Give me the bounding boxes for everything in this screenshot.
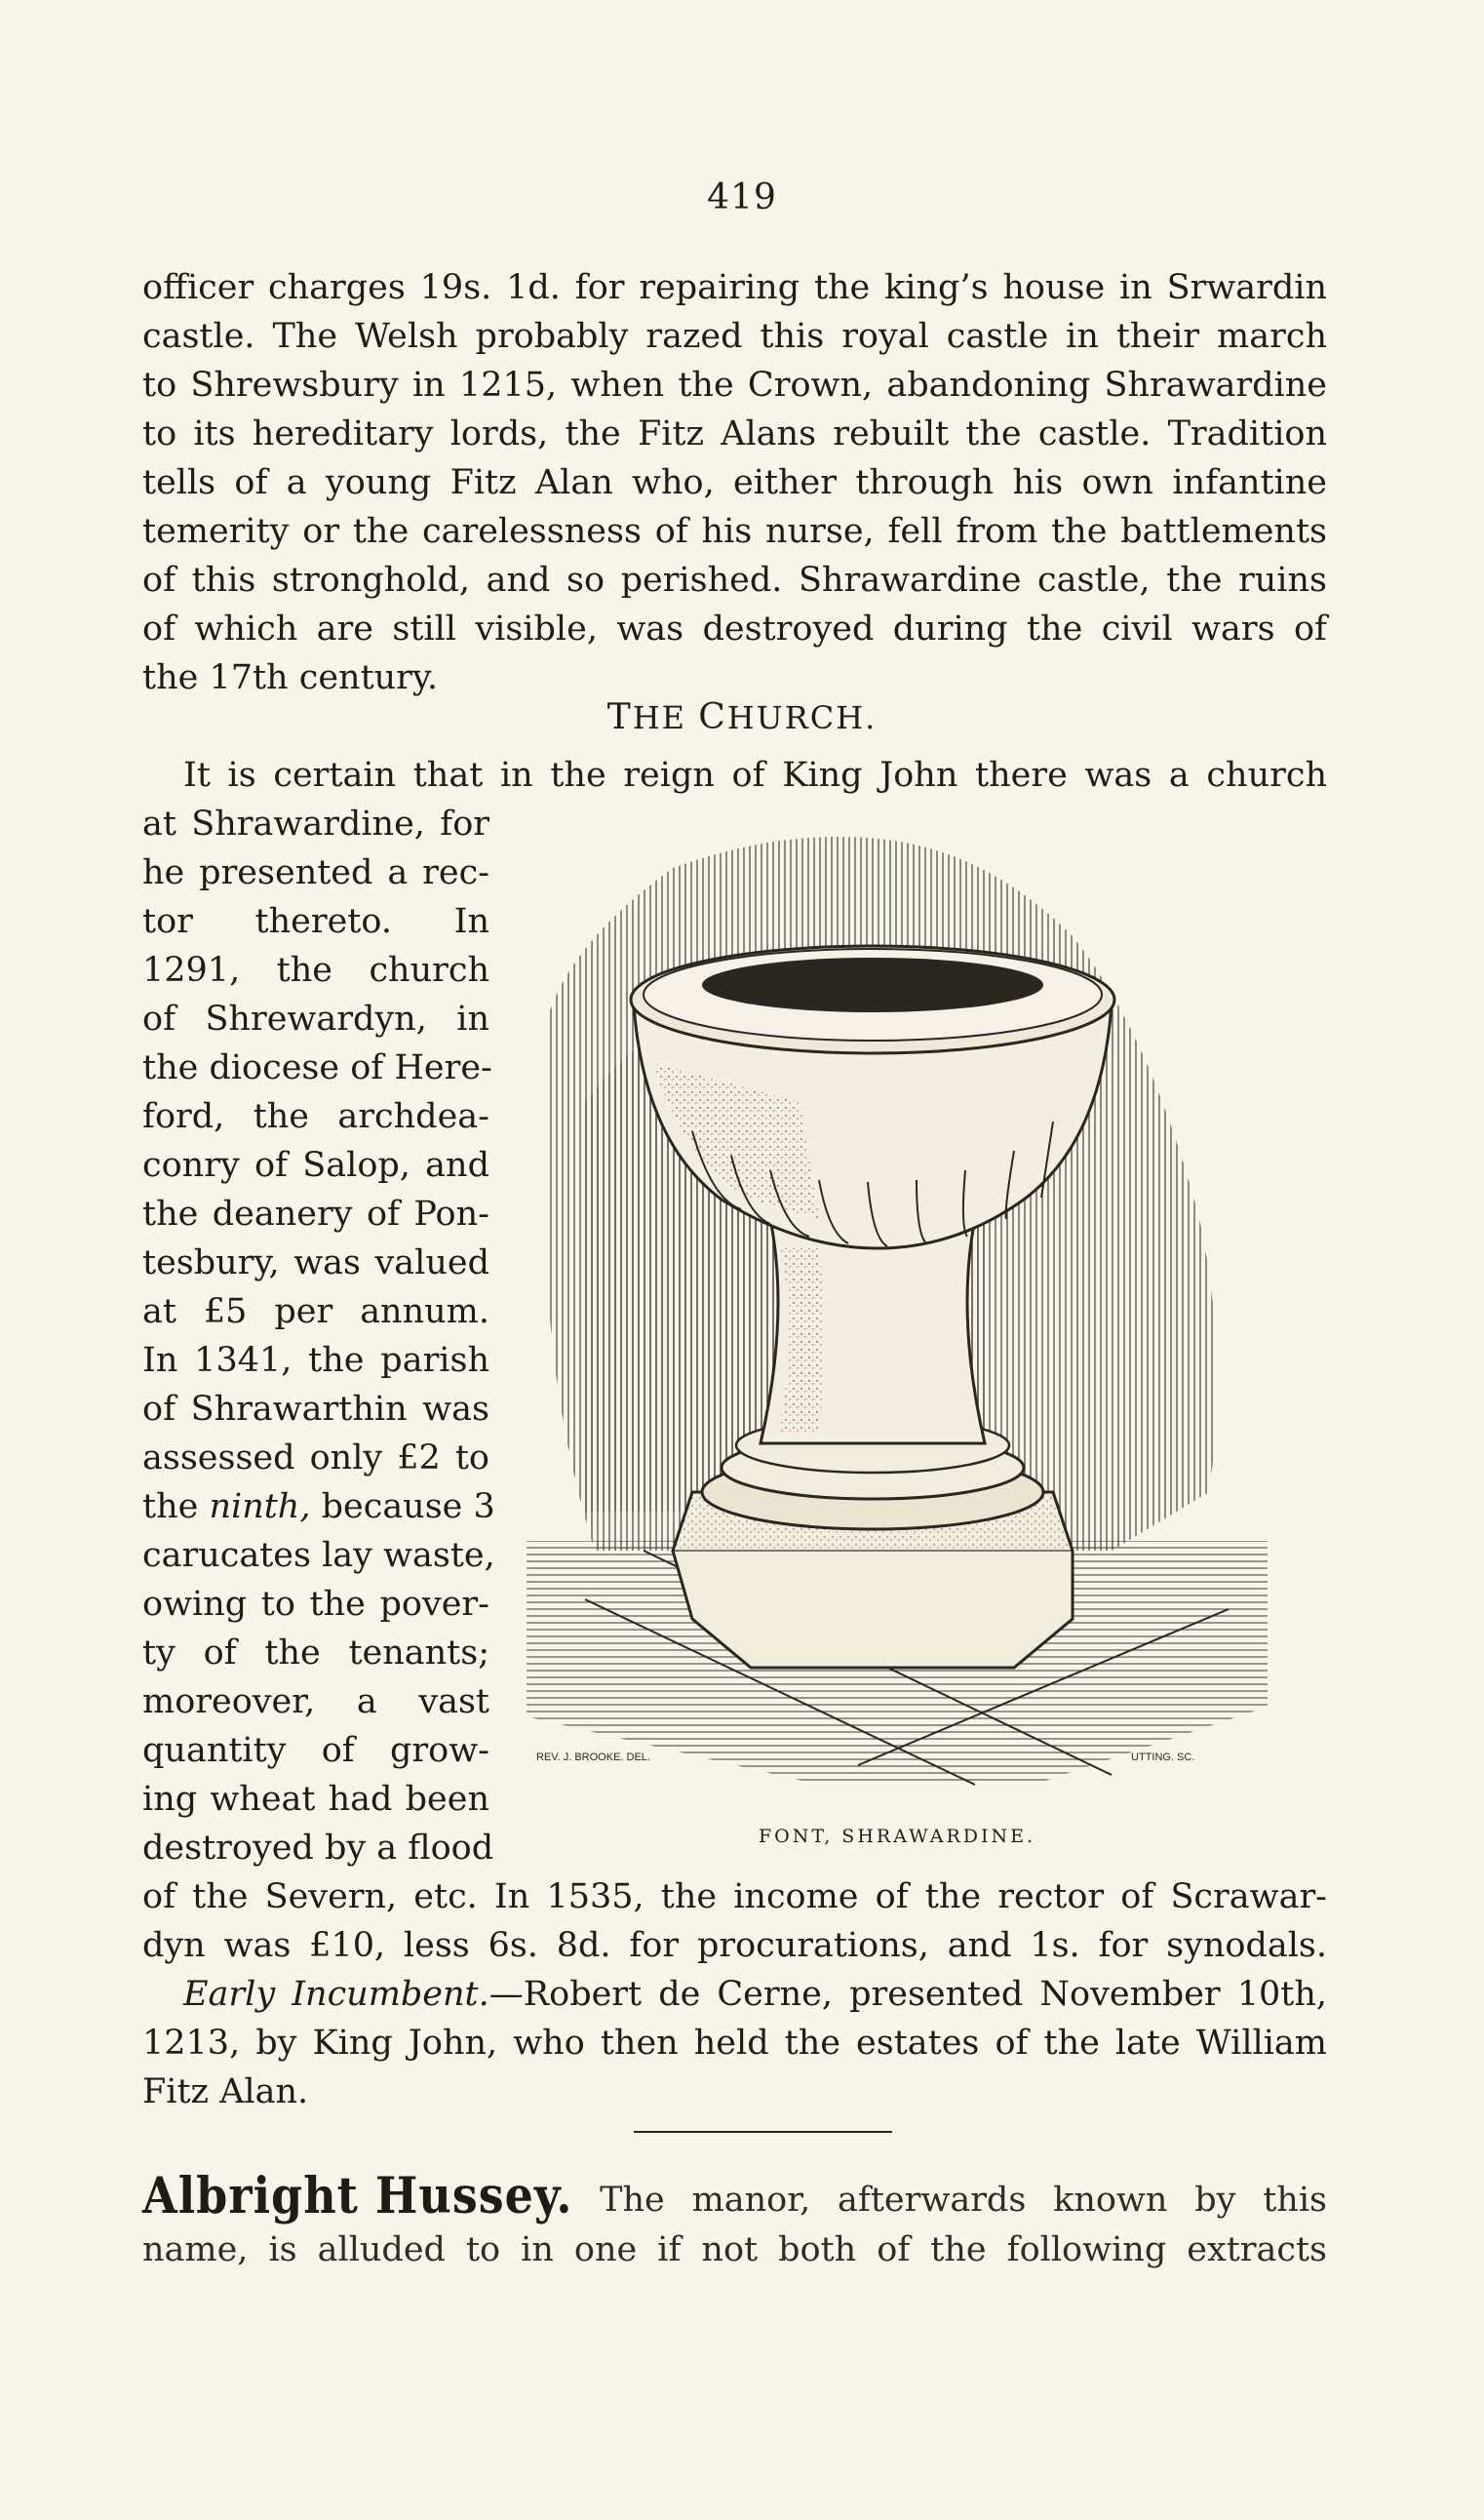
text-line: of the Severn, etc. In 1535, the income of the rector of Scrawar-: [142, 1877, 1327, 1916]
text-line: officer charges 19s. 1d. for repairing the king’s house in Srwardin: [142, 268, 1327, 307]
text-line: of Shrawarthin was: [142, 1390, 489, 1429]
text-line: temerity or the carelessness of his nurse, fell from the battlements: [142, 512, 1327, 551]
text-line: at Shrawardine, for: [142, 805, 489, 844]
text-line: at £5 per annum.: [142, 1292, 489, 1331]
text-line: In 1341, the parish: [142, 1341, 489, 1380]
text-line: ford, the archdea-: [142, 1097, 489, 1136]
section-heading-church: THE CHURCH.: [606, 697, 878, 737]
text-line: to its hereditary lords, the Fitz Alans rebuilt the castle. Tradition: [142, 414, 1327, 453]
text-line: tor thereto. In: [142, 902, 489, 941]
text-line: quantity of grow-: [142, 1731, 489, 1770]
text-line: castle. The Welsh probably razed this royal castle in their march: [142, 317, 1327, 356]
text-line: the ninth, because 3: [142, 1487, 495, 1526]
engraver-credit-left: REV. J. BROOKE. DEL.: [536, 1752, 650, 1763]
text-line: owing to the pover-: [142, 1585, 489, 1624]
text-line: 1291, the church: [142, 951, 489, 990]
text-line: the deanery of Pon-: [142, 1195, 489, 1234]
section-divider: [634, 2131, 892, 2133]
albright-hussey-title: Albright Hussey.: [142, 2165, 573, 2225]
paragraph-church-cont: [142, 1872, 1327, 2116]
text-line: the diocese of Here-: [142, 1048, 492, 1087]
text-line: Fitz Alan.: [142, 2072, 309, 2111]
engraver-credit-right: UTTING. SC.: [1131, 1752, 1195, 1763]
paragraph-castle: [142, 263, 1327, 702]
text-line: tells of a young Fitz Alan who, either through his own infantine: [142, 463, 1327, 502]
text-line: to Shrewsbury in 1215, when the Crown, abandoning Shrawardine: [142, 366, 1327, 405]
text-line: the 17th century.: [142, 658, 439, 697]
text-line: carucates lay waste,: [142, 1536, 495, 1575]
text-line: moreover, a vast: [142, 1682, 489, 1721]
figure-caption: FONT, SHRAWARDINE.: [758, 1826, 1036, 1847]
text-line: name, is alluded to in one if not both of the following extracts: [142, 2230, 1327, 2269]
text-line: ty of the tenants;: [142, 1634, 489, 1673]
left-column-text: [142, 800, 495, 1872]
text-line: destroyed by a flood: [142, 1829, 494, 1868]
font-engraving: [527, 809, 1268, 1824]
paragraph-albright-hussey: [142, 2165, 1327, 2274]
text-line: of which are still visible, was destroyed during the civil wars of: [142, 610, 1327, 649]
text-line: assessed only £2 to: [142, 1438, 489, 1477]
text-line: conry of Salop, and: [142, 1146, 489, 1185]
text-line: dyn was £10, less 6s. 8d. for procurations, and 1s. for synodals.: [142, 1926, 1327, 1965]
church-first-line: It is certain that in the reign of King John there was a church: [183, 756, 1327, 795]
text-line: tesbury, was valued: [142, 1243, 489, 1282]
text-line: he presented a rec-: [142, 853, 489, 892]
text-line: ing wheat had been: [142, 1780, 489, 1819]
text-line: of this stronghold, and so perished. Shrawardine castle, the ruins: [142, 561, 1327, 600]
text-line: of Shrewardyn, in: [142, 1000, 489, 1039]
text-line: 1213, by King John, who then held the estates of the late William: [142, 2024, 1327, 2063]
text-line: Early Incumbent.—Robert de Cerne, presented November 10th,: [183, 1975, 1328, 2014]
text-line: Albright Hussey. The manor, afterwards known by this: [142, 2165, 1327, 2225]
page-number: 419: [707, 177, 777, 217]
font-basin-opening: [702, 958, 1043, 1012]
